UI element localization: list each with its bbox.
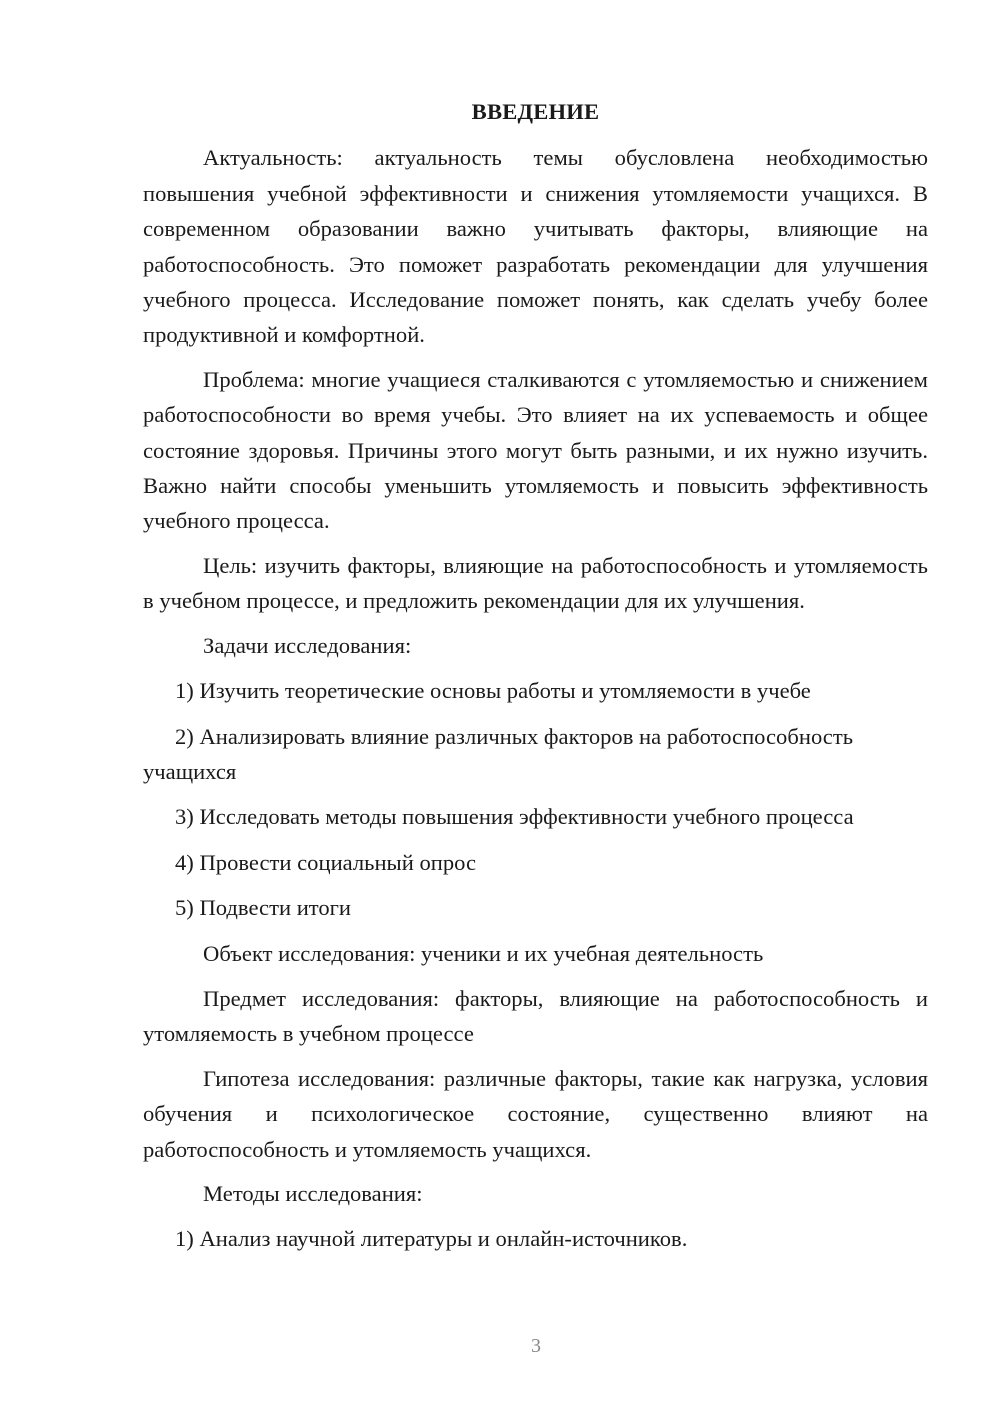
paragraph-goal: Цель: изучить факторы, влияющие на работоспособность и утомляемость в учебном процессе, и предложить рекомендации для их улучшения. [143,552,928,614]
task-item: 1) Изучить теоретические основы работы и утомляемости в учебе [175,678,811,704]
paragraph-hypothesis: Гипотеза исследования: различные факторы, такие как нагрузка, условия обучения и психологическое состояние, существенно влияют на работоспособность и утомляемость учащихся. [143,1065,928,1162]
page-heading: ВВЕДЕНИЕ [471,99,600,124]
paragraph-relevance: Актуальность: актуальность темы обусловлена необходимостью повышения учебной эффективности и снижения утомляемости учащихся. В современном образовании важно учитывать факторы, влияющие на работоспособность. Это поможет разработать рекомендации для улучшения учебного процесса. Исследование поможет понять, как сделать учебу более продуктивной и комфортной. [143,145,928,348]
method-item: 1) Анализ научной литературы и онлайн-источников. [175,1226,688,1252]
task-item: 4) Провести социальный опрос [175,849,477,875]
task-item: 3) Исследовать методы повышения эффективности учебного процесса [175,804,854,830]
tasks-title: Задачи исследования: [203,632,412,658]
paragraph-subject: Предмет исследования: факторы, влияющие на работоспособность и утомляемость в учебном процессе [143,985,928,1047]
task-item: 2) Анализировать влияние различных факторов на работоспособность учащихся [143,723,854,784]
page-number: 3 [531,1335,541,1357]
paragraph-problem: Проблема: многие учащиеся сталкиваются с утомляемостью и снижением работоспособности во время учебы. Это влияет на их успеваемость и общее состояние здоровья. Причины этого могут быть разными, и их нужно изучить. Важно найти способы уменьшить утомляемость и повысить эффективность учебного процесса. [143,366,928,534]
task-item: 5) Подвести итоги [175,895,352,921]
methods-title: Методы исследования: [203,1180,423,1206]
page-content [143,94,928,1267]
paragraph-object: Объект исследования: ученики и их учебная деятельность [203,940,764,966]
